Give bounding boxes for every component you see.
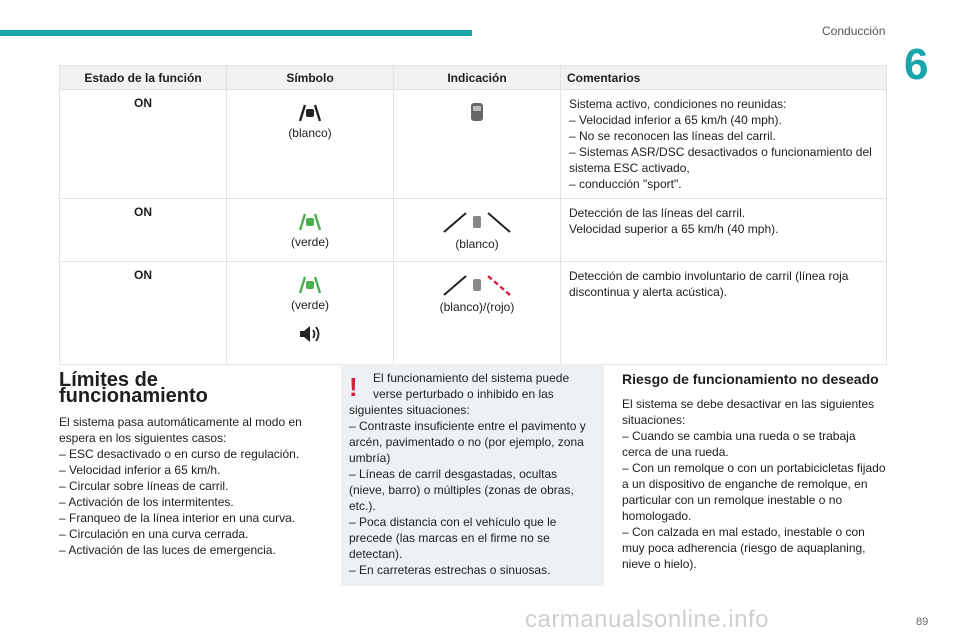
list-item: – Circular sobre líneas de carril. (59, 479, 229, 493)
list-item: – Con un remolque o con un portabicicletas fijado a un dispositivo de enganche de remolque, en particular con un remolque inestable o no homologado. (622, 461, 886, 523)
col-header-comentarios: Comentarios (561, 66, 887, 90)
limits-intro: El sistema pasa automáticamente al modo en espera en los siguientes casos: (59, 415, 302, 445)
limits-section (59, 369, 309, 558)
header-accent-bar (0, 30, 472, 36)
cell-simbolo (227, 199, 394, 262)
list-item: – Activación de los intermitentes. (59, 495, 234, 509)
watermark: carmanualsonline.info (525, 606, 769, 633)
col-header-estado: Estado de la función (60, 66, 227, 90)
list-item: – En carreteras estrechas o sinuosas. (349, 563, 551, 577)
cell-comentarios: Detección de cambio involuntario de carril (línea roja discontinua y alerta acústica). (561, 262, 887, 365)
indicacion-caption: (blanco) (455, 237, 499, 251)
cell-comentarios: Sistema activo, condiciones no reunidas: – Velocidad inferior a 65 km/h (40 mph). – No se reconocen las líneas del carril. – Sistemas ASR/DSC desactivados o funcionamiento del sistema ESC activado, – conducción "sport". (561, 90, 887, 199)
list-item: – Poca distancia con el vehículo que le precede (las marcas en el firme no se detectan). (349, 515, 557, 561)
list-item: – Cuando se cambia una rueda o se trabaja cerca de una rueda. (622, 429, 856, 459)
cell-estado: ON (60, 199, 227, 262)
simbolo-caption: (blanco) (288, 126, 332, 140)
warning-exclamation-icon: ! (349, 372, 358, 402)
page-number: 89 (916, 616, 929, 628)
risk-title: Riesgo de funcionamiento no deseado (622, 371, 879, 387)
simbolo-caption: (verde) (290, 235, 329, 249)
list-item: – Franqueo de la línea interior en una curva. (59, 511, 296, 525)
list-item: – Contraste insuficiente entre el pavimento y arcén, pavimentado o no (por ejemplo, zona umbría) (349, 419, 586, 465)
cell-indicacion (394, 199, 561, 262)
list-item: – Velocidad inferior a 65 km/h. (59, 463, 221, 477)
lane-car-green-icon (297, 274, 323, 294)
simbolo-caption: (verde) (290, 298, 329, 312)
warning-box (341, 364, 604, 586)
risk-intro: El sistema se debe desactivar en las siguientes situaciones: (622, 397, 875, 427)
cell-comentarios: Detección de las líneas del carril. Velocidad superior a 65 km/h (40 mph). (561, 199, 887, 262)
list-item: – Circulación en una curva cerrada. (59, 527, 249, 541)
car-rear-icon (469, 102, 485, 122)
list-item: – ESC desactivado o en curso de regulación. (59, 447, 300, 461)
cell-estado: ON (60, 262, 227, 365)
function-table (59, 65, 887, 365)
table-header-row (60, 66, 887, 90)
cell-simbolo (227, 262, 394, 365)
risk-section (622, 371, 887, 572)
lane-car-white-icon (297, 102, 323, 122)
list-item: – Activación de las luces de emergencia. (59, 543, 276, 557)
cell-indicacion (394, 90, 561, 199)
lane-lines-white-icon (442, 211, 512, 233)
cell-indicacion (394, 262, 561, 365)
chapter-number: 6 (904, 40, 929, 89)
cell-simbolo (227, 90, 394, 199)
section-title: Conducción (822, 24, 886, 38)
lane-lines-red-icon (442, 274, 512, 296)
table-row (60, 199, 887, 262)
col-header-indicacion: Indicación (394, 66, 561, 90)
list-item: – Con calzada en mal estado, inestable o con muy poca adherencia (riesgo de aquaplaning, nieve o hielo). (622, 525, 866, 571)
table-row (60, 90, 887, 199)
speaker-icon (298, 324, 322, 344)
indicacion-caption: (blanco)/(rojo) (439, 300, 515, 314)
col-header-simbolo: Símbolo (227, 66, 394, 90)
warning-text: El funcionamiento del sistema puede verse perturbado o inhibido en las siguientes situaciones: – Contraste insuficiente entre el pavimento y arcén, pavimentado o no (por ejemplo, zona umbría) – Líneas de carril desgastadas, ocultas (nieve, barro) o múltiples (zonas de obras, etc.). – Poca distancia con el vehículo que le precede (las marcas en el firme no se detectan). – En carreteras estrechas o sinuosas. (349, 370, 596, 578)
list-item: – Líneas de carril desgastadas, ocultas (nieve, barro) o múltiples (zonas de obras, etc.). (349, 467, 574, 513)
limits-title: Límites de funcionamiento (59, 369, 208, 407)
cell-estado: ON (60, 90, 227, 199)
lane-car-green-icon (297, 211, 323, 231)
table-row (60, 262, 887, 365)
